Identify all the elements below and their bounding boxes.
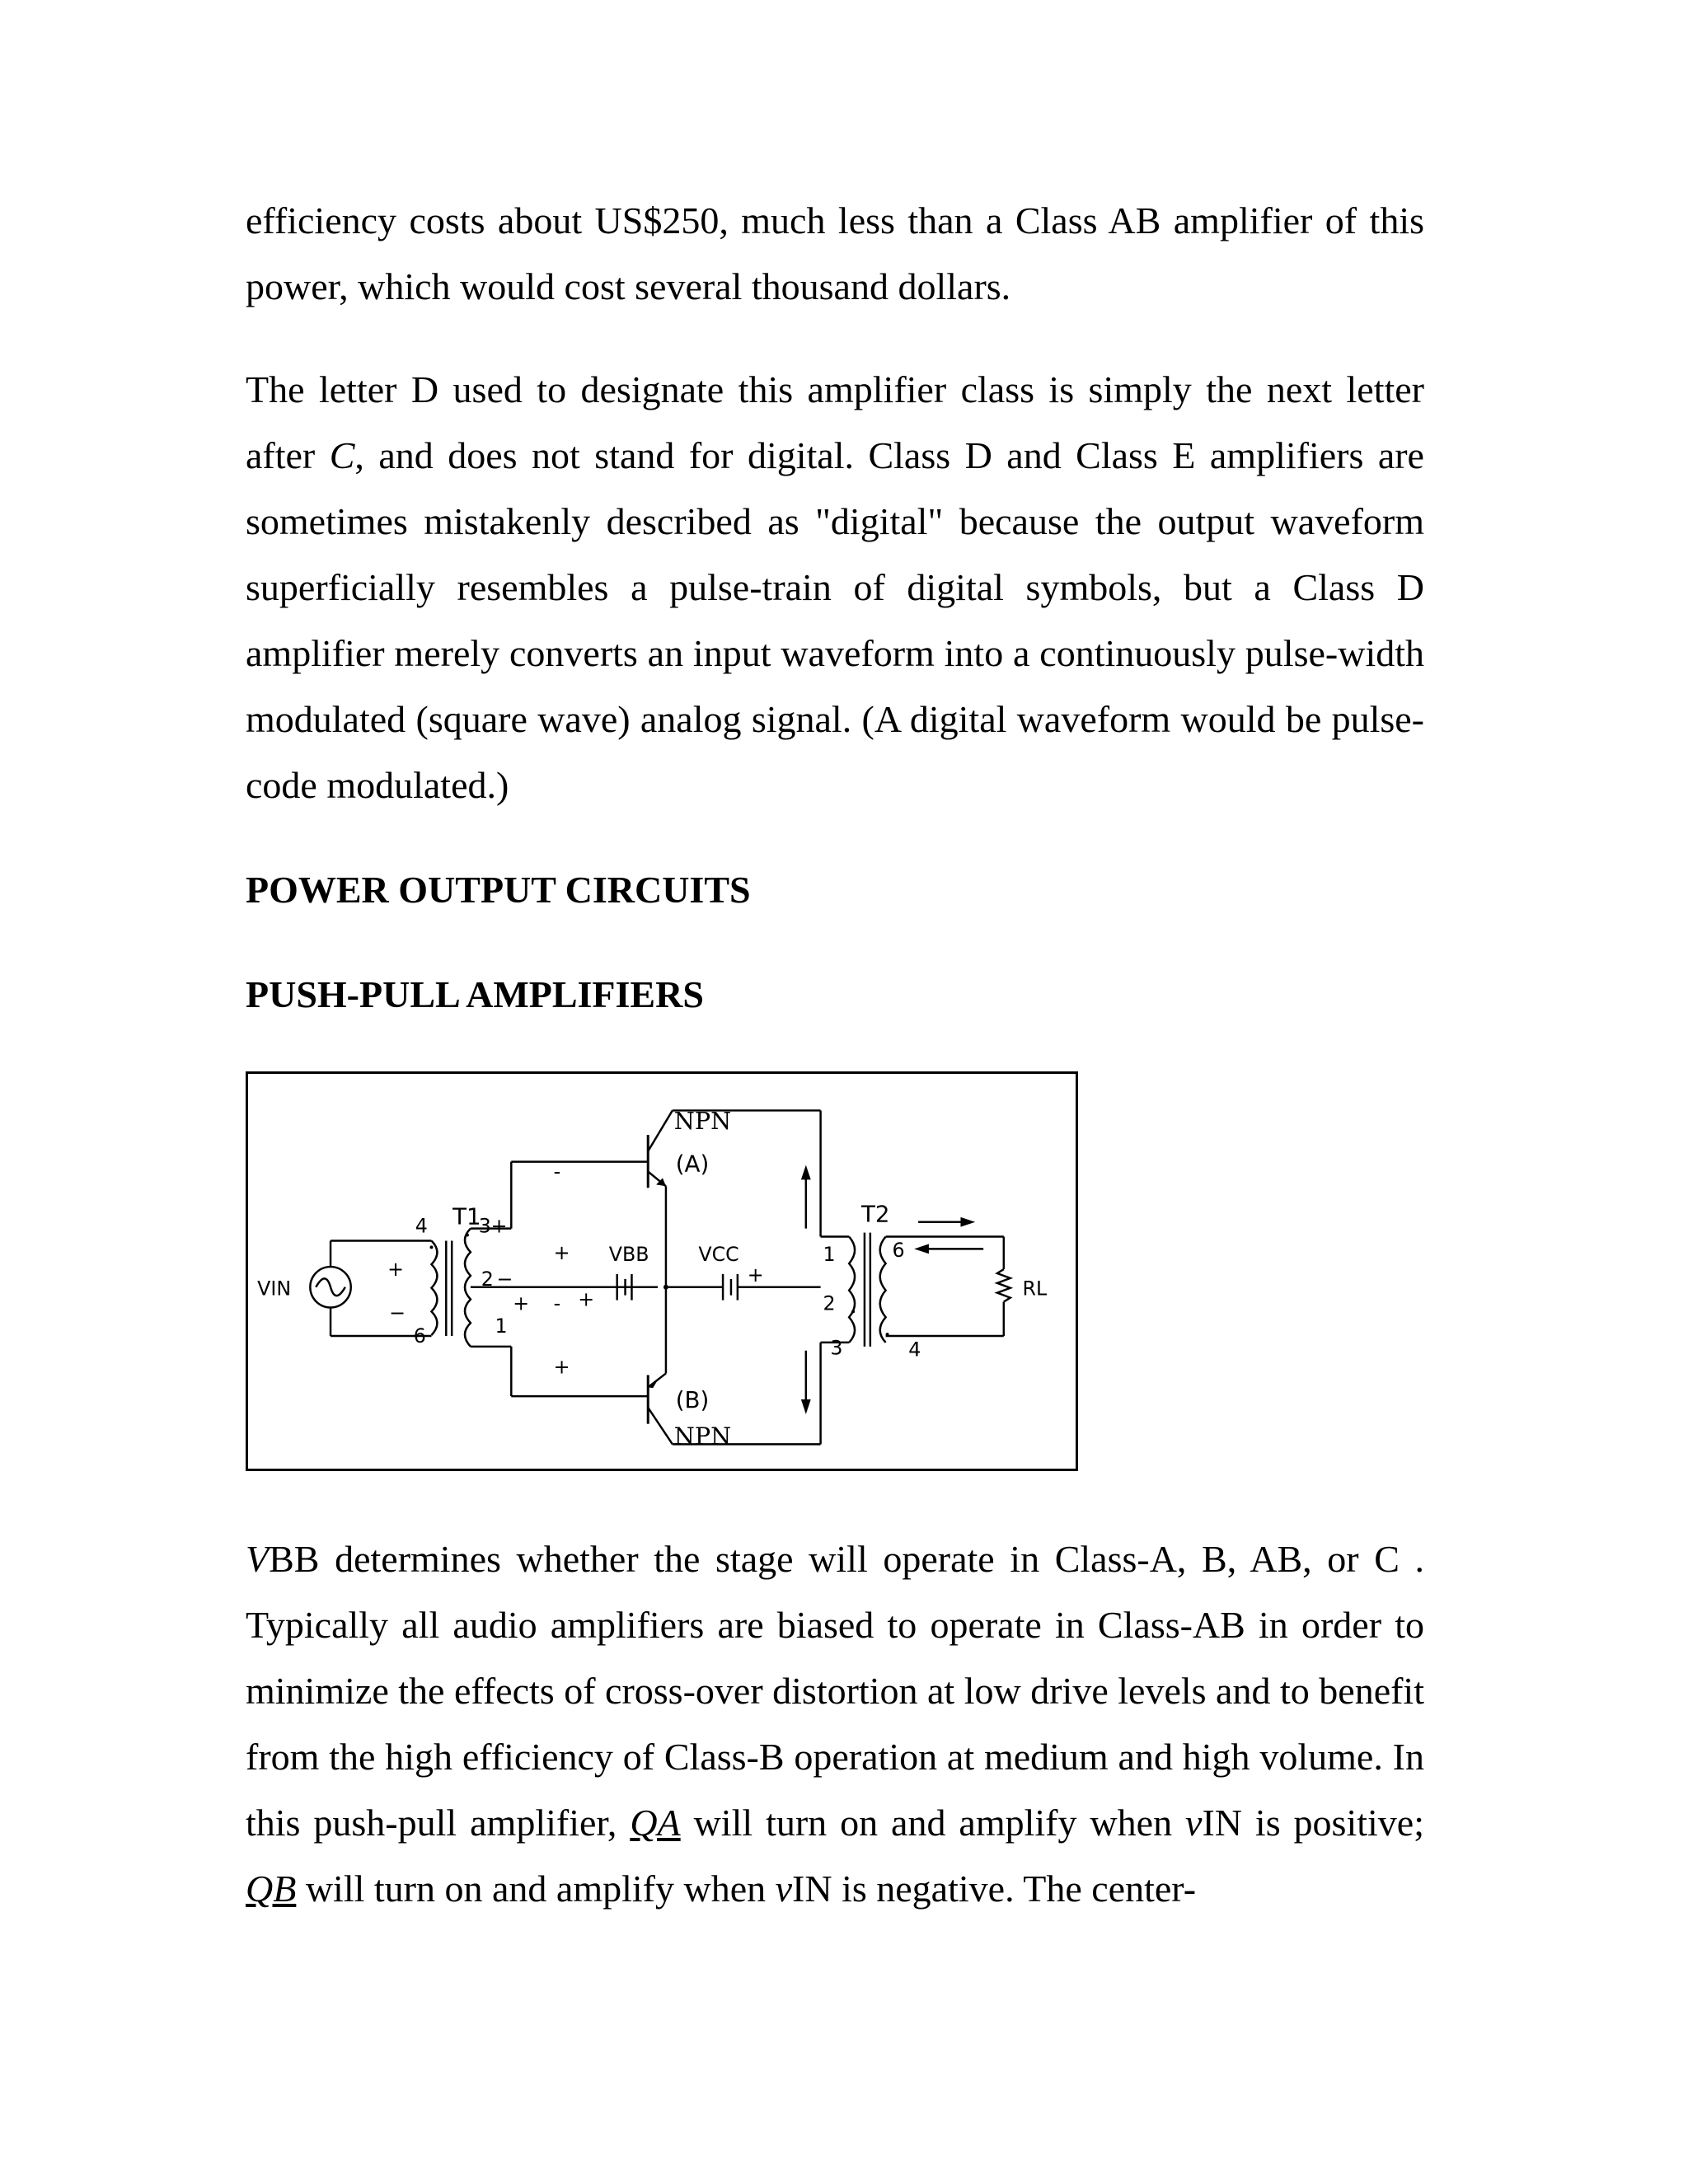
- label-t2-pin1: 1: [823, 1243, 836, 1267]
- label-t2-pin2: 2: [823, 1291, 836, 1315]
- arrow-left-icon: [914, 1244, 983, 1254]
- label-t1-pin3: 3: [478, 1214, 491, 1238]
- paragraph-letter-d-part2: , and does not stand for digital. Class D and Class E amplifiers are sometimes mistakenly described as "digital" because the output waveform superficially resembles a pulse-train of digital symbols, but a Class D amplifier merely converts an input waveform into a continuously pulse-width modulated (square wave) analog signal. (A digital waveform would be pulse-code modulated.): [246, 434, 1424, 806]
- paragraph-vbb-part1: BB determines whether the stage will operate in Class-A, B, AB, or C . Typically all audio amplifiers are biased to operate in Class-AB in order to minimize the effects of cross-over distortion at low drive levels and to benefit from the high efficiency of Class-B operation at medium and high volume. In this push-pull amplifier,: [246, 1538, 1424, 1844]
- label-t1: T1: [452, 1202, 481, 1230]
- label-vin-plus: +: [387, 1257, 405, 1281]
- label-t1-pin4: 4: [415, 1214, 428, 1238]
- label-vin-minus: −: [389, 1301, 406, 1325]
- label-vbb: VBB: [608, 1243, 649, 1267]
- arrow-down-icon: [801, 1351, 811, 1414]
- label-npn-bottom: NPN: [673, 1422, 732, 1451]
- label-t2-pin4: 4: [908, 1338, 921, 1361]
- vcc-battery: [723, 1274, 738, 1301]
- label-vbb-plus-top: +: [553, 1241, 570, 1265]
- emphasis-v1: v: [1185, 1802, 1203, 1844]
- emphasis-qa: QA: [630, 1802, 681, 1844]
- label-rl: RL: [1022, 1277, 1048, 1301]
- paragraph-efficiency: efficiency costs about US$250, much less than a Class AB amplifier of this power, which would cost several thousand dollars.: [246, 199, 1424, 307]
- heading-power-output-circuits: POWER OUTPUT CIRCUITS: [246, 869, 751, 911]
- heading-push-pull-amplifiers: PUSH-PULL AMPLIFIERS: [246, 973, 704, 1015]
- paragraph-vbb: [246, 1526, 1424, 1922]
- label-t2: T2: [860, 1200, 890, 1228]
- label-t1-plus-mid: +: [513, 1291, 530, 1315]
- circuit-svg: [248, 1074, 1076, 1469]
- paragraph-vbb-part2: will turn on and amplify when: [680, 1802, 1186, 1844]
- label-t1-plus-top: +: [490, 1214, 508, 1238]
- label-vbb-minus: -: [553, 1291, 561, 1315]
- resistor-rl: [997, 1269, 1010, 1302]
- vin-source: [310, 1240, 431, 1336]
- label-vcc-plus: +: [747, 1263, 764, 1286]
- paragraph-vbb-part4: will turn on and amplify when: [296, 1868, 776, 1910]
- emphasis-v2: v: [775, 1868, 793, 1910]
- label-t1-pin1: 1: [495, 1315, 508, 1338]
- label-transistor-b: (B): [675, 1385, 710, 1413]
- label-base-a-minus: -: [553, 1160, 561, 1183]
- paragraph-letter-d: [246, 357, 1424, 818]
- label-vin: VIN: [257, 1277, 292, 1301]
- label-t1-pin2: 2: [481, 1267, 494, 1291]
- label-base-b-plus: +: [553, 1355, 570, 1379]
- emphasis-c: C: [329, 434, 355, 476]
- label-t1-pin6: 6: [413, 1324, 426, 1347]
- label-t2-pin3: 3: [830, 1336, 843, 1360]
- push-pull-circuit-diagram: [246, 1071, 1078, 1471]
- label-t1-minus-mid: −: [496, 1267, 513, 1291]
- transistor-b: [648, 1287, 820, 1445]
- paragraph-letter-d-part1: The letter D used to designate this amplifier class is simply the next letter after: [246, 368, 1424, 476]
- emphasis-v: V: [246, 1538, 270, 1580]
- label-npn-top: NPN: [673, 1107, 732, 1136]
- arrow-right-icon: [918, 1217, 975, 1227]
- transformer-t1: [430, 1229, 471, 1347]
- label-vcc: VCC: [698, 1243, 739, 1267]
- label-transistor-a: (A): [675, 1150, 710, 1178]
- paragraph-vbb-part3: IN is positive;: [1202, 1802, 1424, 1844]
- paragraph-vbb-part5: IN is negative. The center-: [792, 1868, 1197, 1910]
- emphasis-qb: QB: [246, 1868, 297, 1910]
- label-t2-pin6: 6: [892, 1239, 905, 1263]
- transformer-t2: [849, 1233, 889, 1347]
- label-vbb-plus-right: +: [578, 1287, 595, 1311]
- arrow-up-icon: [801, 1165, 811, 1229]
